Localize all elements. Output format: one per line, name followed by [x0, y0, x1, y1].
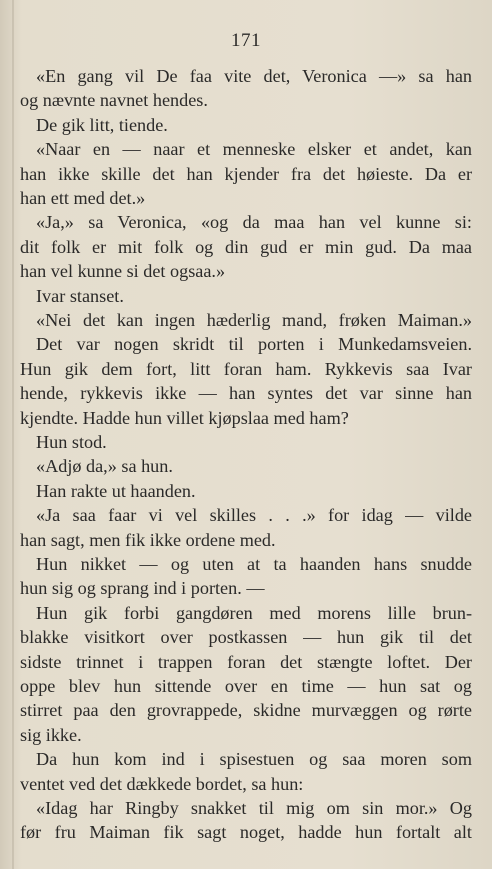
page-fold-shadow — [12, 0, 14, 869]
text-line: og nævnte navnet hendes. — [20, 90, 208, 111]
text-line: Det var nogen skridt til porten i Munkedamsveien. — [36, 334, 472, 355]
text-line: hun sig og sprang ind i porten. — — [20, 578, 265, 599]
text-line: blakke visitkort over postkassen — hun gik til det — [20, 627, 472, 648]
text-line: Hun gik dem fort, litt foran ham. Rykkevis saa Ivar — [20, 358, 472, 379]
text-line: «Adjø da,» sa hun. — [36, 456, 173, 477]
text-line: han sagt, men fik ikke ordene med. — [20, 529, 276, 550]
text-line: sidste trinnet i trappen foran det stængte loftet. Der — [20, 651, 472, 672]
text-line: Hun gik forbi gangdøren med morens lille brun- — [36, 602, 472, 623]
text-line: stirret paa den grovrappede, skidne murvæggen og rørte — [20, 700, 472, 721]
text-line: hende, rykkevis ikke — han syntes det var sinne han — [20, 383, 472, 404]
text-line: han ikke skille det han kjender fra det høieste. Da er — [20, 163, 472, 184]
text-line: kjendte. Hadde hun villet kjøpslaa med ham? — [20, 407, 349, 428]
text-line: «Ja,» sa Veronica, «og da maa han vel kunne si: — [36, 212, 472, 233]
text-line: «Nei det kan ingen hæderlig mand, frøken Maiman.» — [36, 310, 472, 330]
text-line: «En gang vil De faa vite det, Veronica —» sa han — [36, 66, 472, 86]
text-line: sig ikke. — [20, 724, 82, 745]
text-line: «Idag har Ringby snakket til mig om sin mor.» Og — [36, 798, 472, 818]
text-line: Han rakte ut haanden. — [36, 480, 196, 501]
text-line: oppe blev hun sittende over en time — hun sat og — [20, 676, 472, 696]
text-line: dit folk er mit folk og din gud er min gud. Da maa — [20, 236, 472, 257]
text-line: han ett med det.» — [20, 188, 146, 208]
text-line: han vel kunne si det ogsaa.» — [20, 261, 226, 282]
text-line: «Ja saa faar vi vel skilles . . .» for idag — vilde — [36, 505, 472, 526]
text-line: Hun nikket — og uten at ta haanden hans snudde — [36, 554, 472, 574]
text-line: før fru Maiman fik sagt noget, hadde hun fortalt alt — [20, 822, 472, 843]
text-line: De gik litt, tiende. — [36, 114, 168, 135]
text-line: Hun stod. — [36, 432, 107, 452]
text-line: Ivar stanset. — [36, 285, 124, 306]
text-line: Da hun kom ind i spisestuen og saa moren som — [36, 749, 472, 770]
page-number: 171 — [231, 30, 261, 51]
text-line: «Naar en — naar et menneske elsker et andet, kan — [36, 139, 472, 160]
text-line: ventet ved det dækkede bordet, sa hun: — [20, 773, 304, 794]
